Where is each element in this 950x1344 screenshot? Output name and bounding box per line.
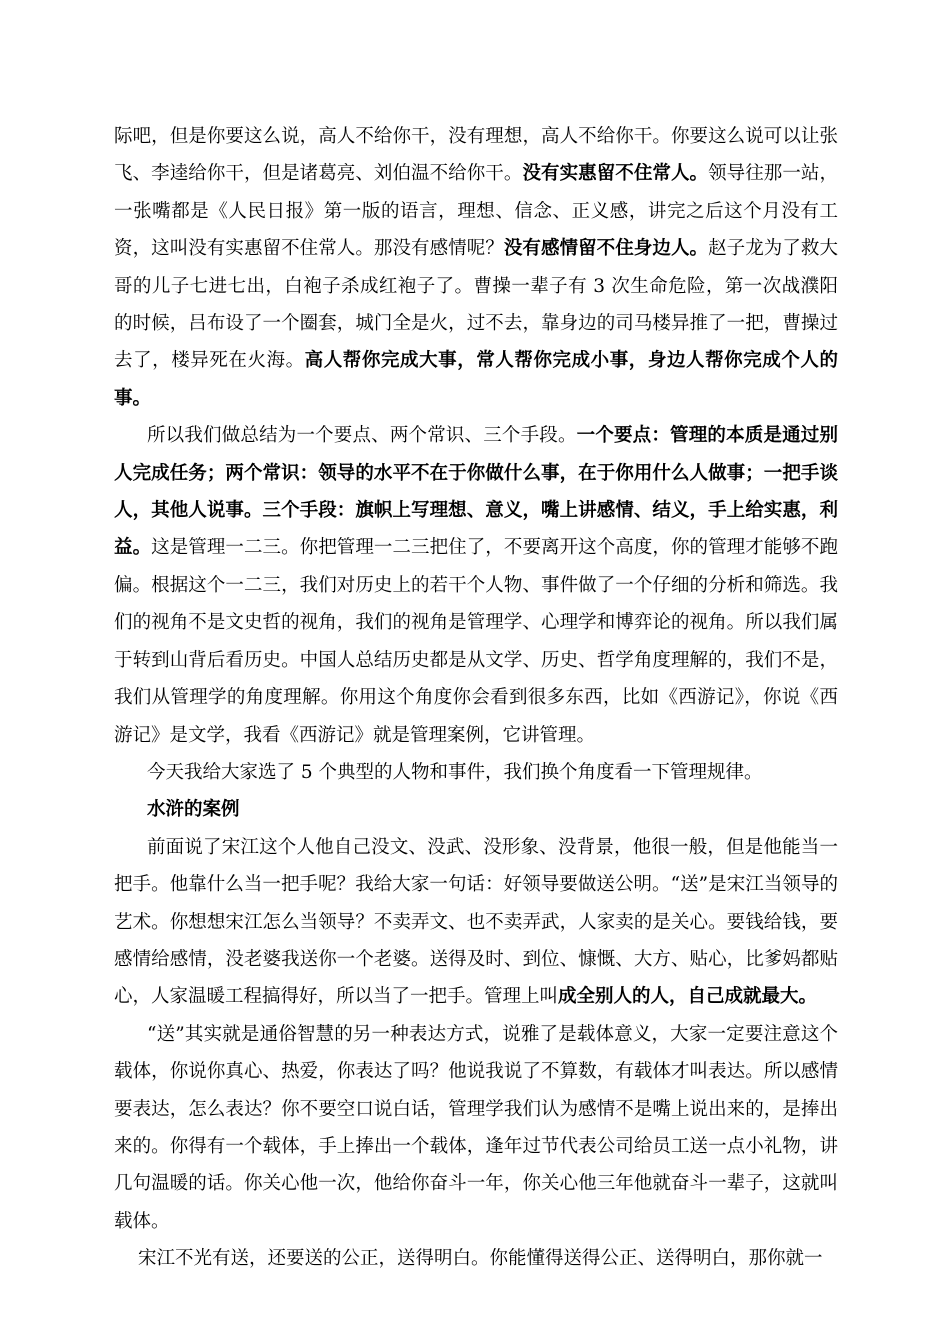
bold-text: 没有实惠留不住常人。 [522, 163, 709, 185]
paragraph [114, 1016, 838, 1240]
text-segment: 领导往那一站，一张嘴都是《人民日报》第一版的语言，理想、信念、正义感，讲完之后这个月没有工资，这叫没有实惠留不住常人。那没有感情呢？ [114, 163, 838, 260]
paragraph [114, 118, 838, 417]
text-segment: “送”其实就是通俗智慧的另一种表达方式，说雅了是载体意义，大家一定要注意这个载体，你说你真心、热爱，你表达了吗？他说我说了不算数，有载体才叫表达。所以感情要表达，怎么表达？你不要空口说白话，管理学我们认为感情不是嘴上说出来的，是捧出来的。你得有一个载体，手上捧出一个载体，逢年过节代表公司给员工送一点小礼物，讲几句温暖的话。你关心他一次，他给你奋斗一年，你关心他三年他就奋斗一辈子，这就叫载体。 [114, 1023, 838, 1232]
document-body [114, 118, 838, 1278]
paragraph [114, 1240, 838, 1277]
text-segment: 今天我给大家选了 5 个典型的人物和事件，我们换个角度看一下管理规律。 [147, 761, 763, 783]
bold-text: 一个要点：管理的本质是通过别人完成任务；两个常识：领导的水平不在于你做什么事，在于你用什么人做事；一把手谈人，其他人说事。三个手段：旗帜上写理想、意义，嘴上讲感情、结义，手上给实惠，利益。 [114, 425, 838, 559]
paragraph [114, 417, 838, 754]
text-segment: 赵子龙为了救大哥的儿子七进七出，白袍子杀成红袍子了。曹操一辈子有 3 次生命危险，第一次战濮阳的时候，吕布设了一个圈套，城门全是火，过不去，靠身边的司马楼异推了一把，曹操过去了，楼异死在火海。 [114, 238, 838, 372]
paragraph [114, 829, 838, 1016]
text-segment: 这是管理一二三。你把管理一二三把住了，不要离开这个高度，你的管理才能够不跑偏。根据这个一二三，我们对历史上的若干个人物、事件做了一个仔细的分析和筛选。我们的视角不是文史哲的视角，我们的视角是管理学、心理学和博弈论的视角。所以我们属于转到山背后看历史。中国人总结历史都是从文学、历史、哲学角度理解的，我们不是，我们从管理学的角度理解。你用这个角度你会看到很多东西，比如《西游记》，你说《西游记》是文学，我看《西游记》就是管理案例，它讲管理。 [114, 537, 838, 746]
bold-text: 水浒的案例 [147, 799, 240, 821]
text-segment: 宋江不光有送，还要送的公正，送得明白。你能懂得送得公正、送得明白，那你就一 [138, 1248, 823, 1270]
text-segment: 所以我们做总结为一个要点、两个常识、三个手段。 [147, 425, 577, 447]
text-segment: 际吧，但是你要这么说，高人不给你干，没有理想，高人不给你干。你要这么说可以让张飞、李逵给你干，但是诸葛亮、刘伯温不给你干。 [114, 126, 838, 185]
text-segment: 前面说了宋江这个人他自己没文、没武、没形象、没背景，他很一般，但是他能当一把手。他靠什么当一把手呢？我给大家一句话：好领导要做送公明。“送”是宋江当领导的艺术。你想想宋江怎么当领导？不卖弄文、也不卖弄武，人家卖的是关心。要钱给钱，要感情给感情，没老婆我送你一个老婆。送得及时、到位、慷慨、大方、贴心，比爹妈都贴心，人家温暖工程搞得好，所以当了一把手。管理上叫 [114, 836, 838, 1008]
bold-text: 没有感情留不住身边人。 [503, 238, 709, 260]
bold-text: 高人帮你完成大事，常人帮你完成小事，身边人帮你完成个人的事。 [114, 350, 838, 409]
section-heading [114, 791, 838, 828]
paragraph [114, 754, 838, 791]
bold-text: 成全别人的人，自己成就最大。 [558, 986, 818, 1008]
